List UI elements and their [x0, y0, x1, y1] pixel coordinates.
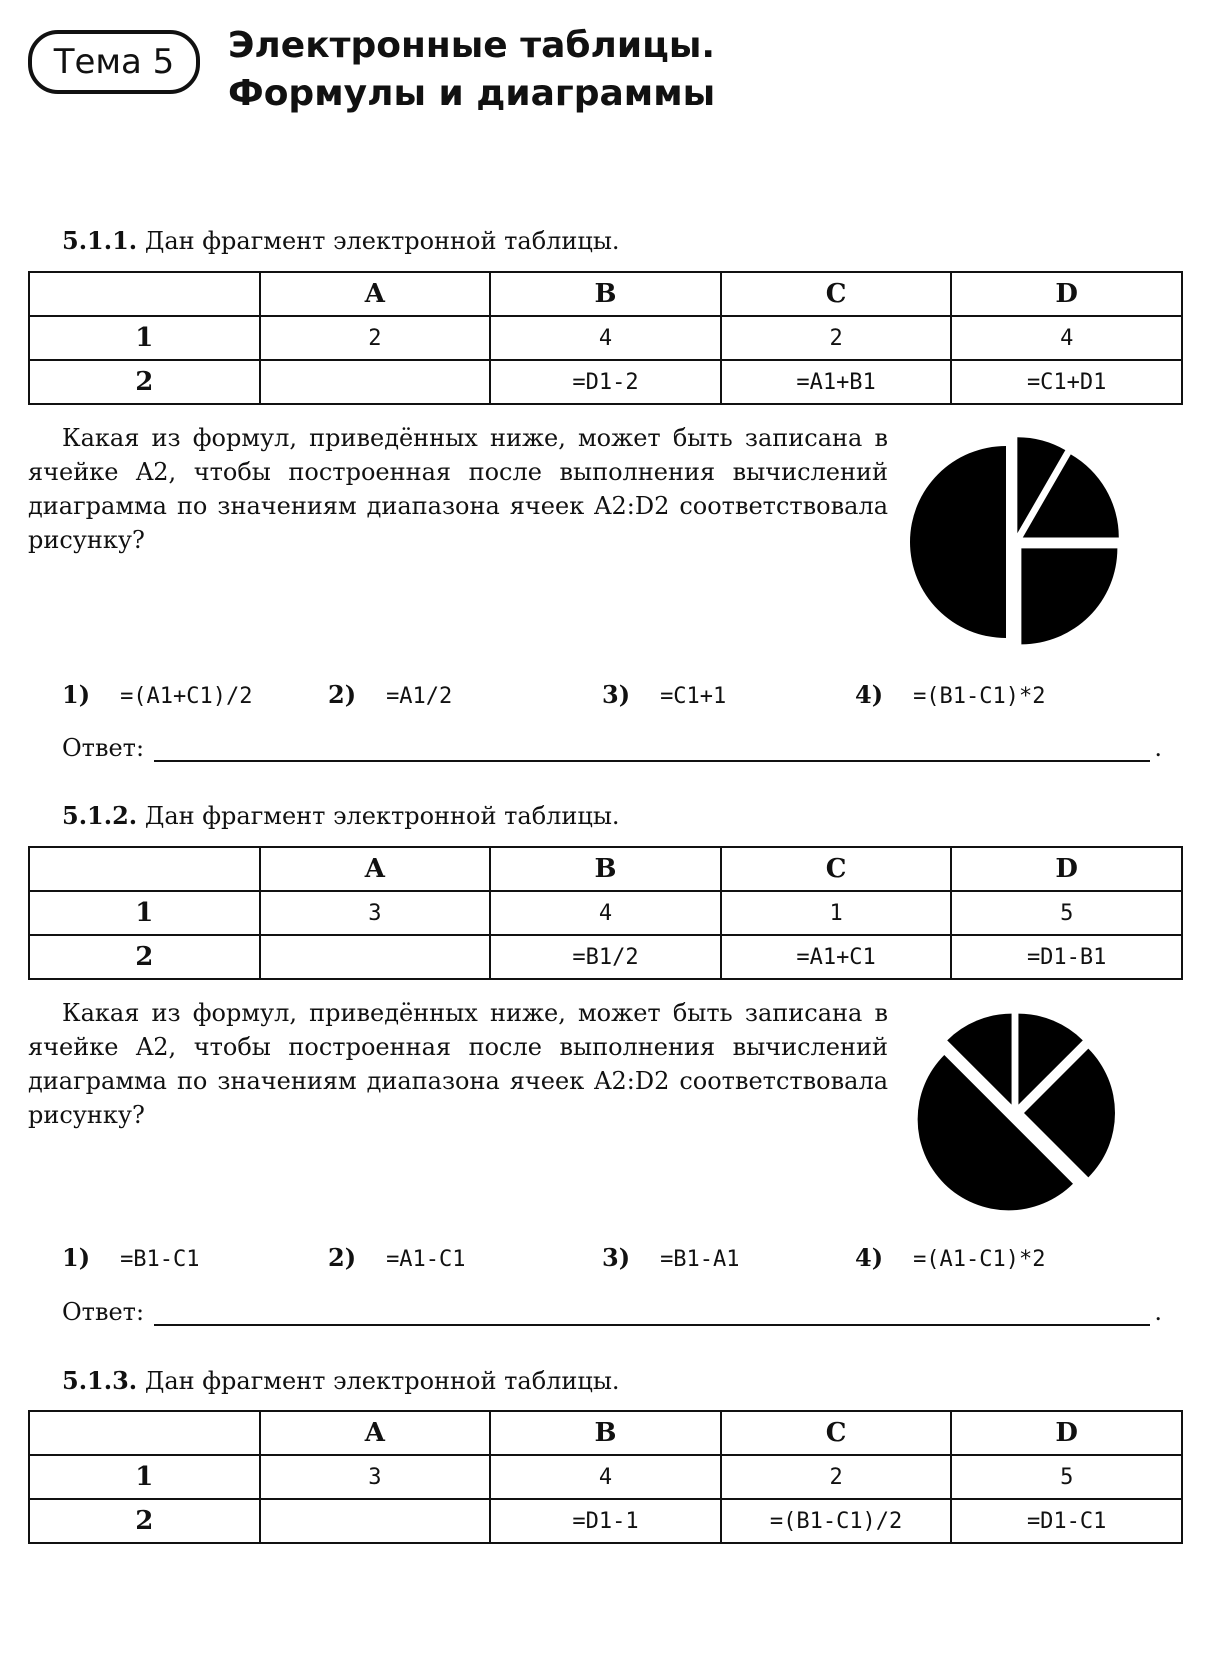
task-3-spreadsheet — [28, 1410, 1183, 1544]
cell-c1: 1 — [721, 891, 952, 935]
option-formula: =(A1+C1)/2 — [120, 684, 253, 709]
cell-d2: =D1-C1 — [951, 1499, 1182, 1543]
cell-d1: 5 — [951, 1455, 1182, 1499]
cell-b2: =D1-1 — [490, 1499, 721, 1543]
option-3[interactable] — [602, 680, 726, 709]
option-number: 1) — [62, 1243, 91, 1272]
page-title-line1: Электронные таблицы. — [228, 25, 716, 66]
cell-a1: 3 — [260, 891, 491, 935]
option-formula: =(A1-C1)*2 — [913, 1247, 1046, 1272]
table-row — [29, 891, 1182, 935]
task-2-spreadsheet — [28, 846, 1183, 980]
column-header: C — [721, 272, 952, 316]
cell-c2: =A1+C1 — [721, 935, 952, 979]
column-header: A — [260, 272, 491, 316]
option-formula: =B1-A1 — [660, 1247, 740, 1272]
option-2[interactable] — [328, 680, 452, 709]
column-header: D — [951, 847, 1182, 891]
cell-d2: =D1-B1 — [951, 935, 1182, 979]
task-1-heading-text: Дан фрагмент электронной таблицы. — [144, 227, 620, 255]
cell-b1: 4 — [490, 891, 721, 935]
task-1-pie-chart — [905, 432, 1125, 652]
cell-a2 — [260, 360, 491, 404]
row-header: 2 — [29, 360, 260, 404]
option-1[interactable] — [62, 1243, 200, 1272]
cell-a1: 3 — [260, 1455, 491, 1499]
answer-end: . — [1154, 734, 1162, 762]
table-row — [29, 360, 1182, 404]
task-3-heading-text: Дан фрагмент электронной таблицы. — [144, 1367, 620, 1395]
cell-d1: 5 — [951, 891, 1182, 935]
cell-c1: 2 — [721, 316, 952, 360]
cell-b2: =B1/2 — [490, 935, 721, 979]
table-row — [29, 1499, 1182, 1543]
cell-d2: =C1+D1 — [951, 360, 1182, 404]
answer-end: . — [1154, 1298, 1162, 1326]
task-2-pie-chart — [910, 1008, 1120, 1218]
task-1-spreadsheet — [28, 271, 1183, 405]
column-header: A — [260, 1411, 491, 1455]
option-4[interactable] — [855, 680, 1046, 709]
answer-input-line[interactable] — [154, 1298, 1150, 1326]
task-2-answer — [62, 1298, 1162, 1326]
pie-slice — [910, 446, 1006, 638]
option-number: 4) — [855, 680, 884, 709]
answer-input-line[interactable] — [154, 734, 1150, 762]
cell-c2: =A1+B1 — [721, 360, 952, 404]
corner-cell — [29, 272, 260, 316]
column-header: C — [721, 1411, 952, 1455]
task-2-heading — [62, 801, 620, 830]
option-1[interactable] — [62, 680, 253, 709]
cell-d1: 4 — [951, 316, 1182, 360]
option-formula: =C1+1 — [660, 684, 727, 709]
column-header: C — [721, 847, 952, 891]
header-row — [29, 847, 1182, 891]
topic-badge — [28, 30, 200, 94]
cell-b2: =D1-2 — [490, 360, 721, 404]
option-formula: =B1-C1 — [120, 1247, 200, 1272]
task-3-number: 5.1.3. — [62, 1366, 138, 1395]
task-2-heading-text: Дан фрагмент электронной таблицы. — [144, 802, 620, 830]
cell-a1: 2 — [260, 316, 491, 360]
corner-cell — [29, 847, 260, 891]
task-3-heading — [62, 1366, 620, 1395]
task-2-number: 5.1.2. — [62, 801, 138, 830]
column-header: B — [490, 272, 721, 316]
column-header: B — [490, 1411, 721, 1455]
option-formula: =(B1-C1)*2 — [913, 684, 1046, 709]
table-row — [29, 316, 1182, 360]
row-header: 2 — [29, 935, 260, 979]
task-1-number: 5.1.1. — [62, 226, 138, 255]
task-1-heading — [62, 226, 620, 255]
header-row — [29, 272, 1182, 316]
option-number: 2) — [328, 1243, 357, 1272]
task-1-answer — [62, 734, 1162, 762]
column-header: B — [490, 847, 721, 891]
topic-badge-label: Тема 5 — [53, 42, 175, 82]
column-header: D — [951, 1411, 1182, 1455]
cell-a2 — [260, 1499, 491, 1543]
option-number: 3) — [602, 680, 631, 709]
cell-c2: =(B1-C1)/2 — [721, 1499, 952, 1543]
cell-a2 — [260, 935, 491, 979]
task-1-question: Какая из формул, приведённых ниже, может быть записана в ячейке A2, чтобы построенная после выполнения вычислений диаграмма по значениям диапазона ячеек A2:D2 соответствовала рисунку? — [28, 424, 888, 554]
option-formula: =A1/2 — [386, 684, 453, 709]
column-header: A — [260, 847, 491, 891]
task-2-question: Какая из формул, приведённых ниже, может быть записана в ячейке A2, чтобы построенная после выполнения вычислений диаграмма по значениям диапазона ячеек A2:D2 соответствовала рисунку? — [28, 999, 888, 1129]
option-3[interactable] — [602, 1243, 740, 1272]
option-number: 4) — [855, 1243, 884, 1272]
page-title-line2: Формулы и диаграммы — [228, 73, 716, 114]
answer-label: Ответ: — [62, 734, 145, 762]
option-formula: =A1-C1 — [386, 1247, 466, 1272]
page-title — [228, 22, 715, 118]
row-header: 1 — [29, 1455, 260, 1499]
answer-label: Ответ: — [62, 1298, 145, 1326]
cell-c1: 2 — [721, 1455, 952, 1499]
corner-cell — [29, 1411, 260, 1455]
pie-slice — [1021, 548, 1117, 644]
cell-b1: 4 — [490, 1455, 721, 1499]
option-number: 1) — [62, 680, 91, 709]
header-row — [29, 1411, 1182, 1455]
option-number: 3) — [602, 1243, 631, 1272]
table-row — [29, 935, 1182, 979]
row-header: 1 — [29, 891, 260, 935]
task-2-options — [62, 1243, 1182, 1283]
column-header: D — [951, 272, 1182, 316]
option-2[interactable] — [328, 1243, 466, 1272]
cell-b1: 4 — [490, 316, 721, 360]
table-row — [29, 1455, 1182, 1499]
task-1-options — [62, 680, 1182, 720]
row-header: 1 — [29, 316, 260, 360]
row-header: 2 — [29, 1499, 260, 1543]
option-number: 2) — [328, 680, 357, 709]
option-4[interactable] — [855, 1243, 1046, 1272]
